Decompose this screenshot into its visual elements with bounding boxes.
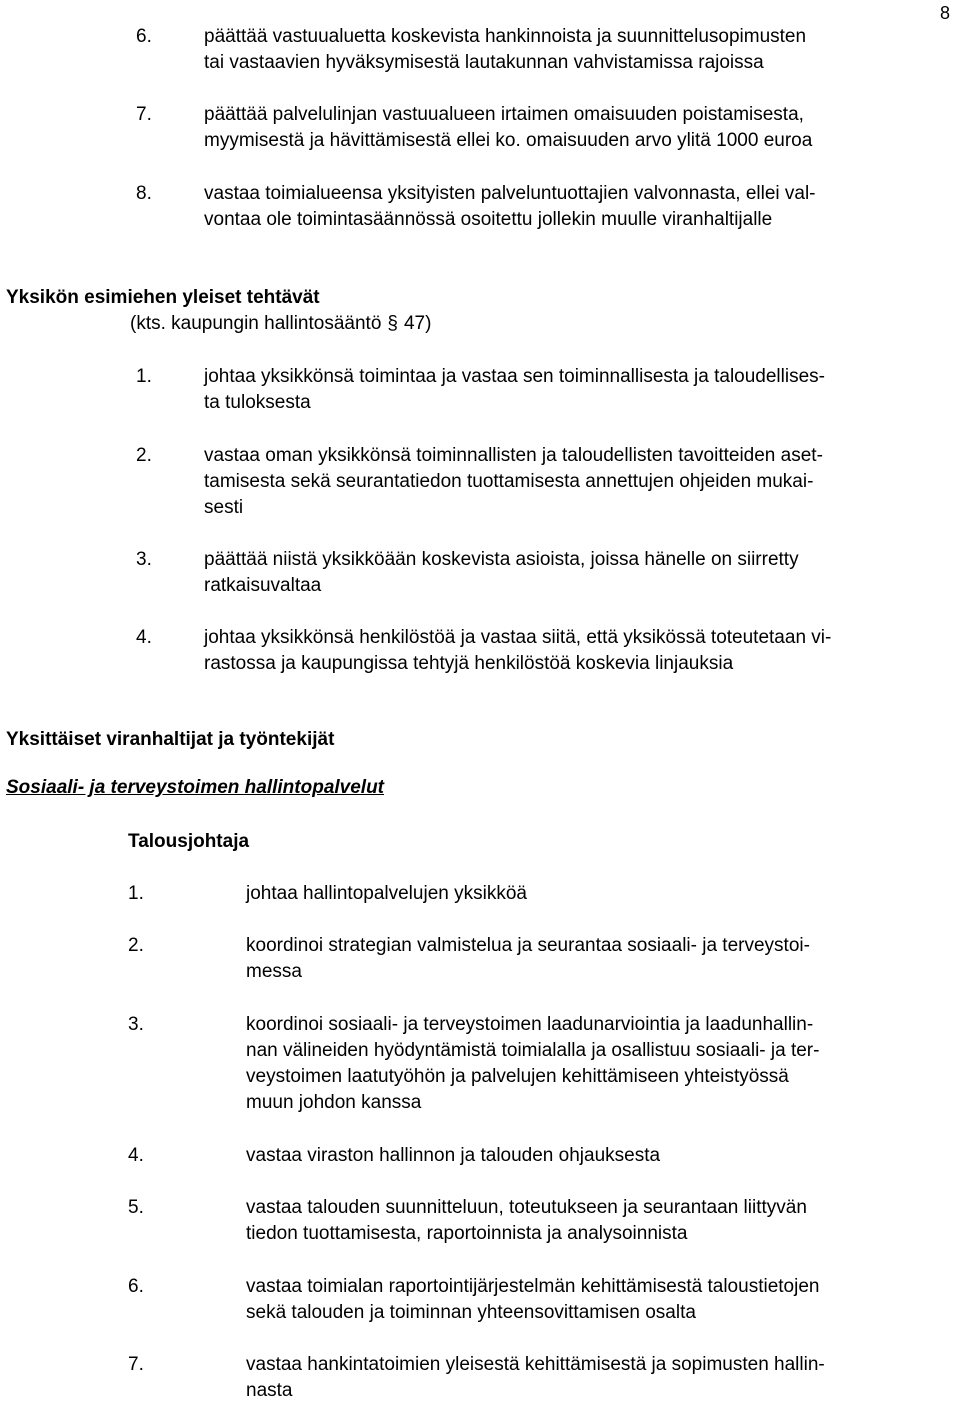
list-item-text: johtaa yksikkönsä toimintaa ja vastaa sen toiminnallisesta ja taloudellises- ta tuloksesta [204, 366, 825, 413]
list-item [128, 1352, 943, 1402]
list-item [128, 1195, 943, 1247]
list-item-text: päättää palvelulinjan vastuualueen irtaimen omaisuuden poistamisesta, myymisestä ja hävittämisestä ellei ko. omaisuuden arvo ylitä 1000 euroa [204, 104, 813, 151]
list-item [136, 102, 946, 154]
list-item [136, 24, 946, 76]
list-item-number: 2. [128, 935, 144, 956]
list-item-number: 3. [128, 1014, 144, 1035]
list-item [128, 881, 943, 907]
services-heading: Sosiaali- ja terveystoimen hallintopalvelut [6, 777, 385, 798]
list-item [136, 364, 946, 416]
list-item-number: 7. [136, 104, 152, 125]
role-title: Talousjohtaja [128, 831, 250, 852]
list-item-text: johtaa hallintopalvelujen yksikköä [246, 883, 527, 904]
list-item-number: 3. [136, 549, 152, 570]
list-item-text: vastaa oman yksikkönsä toiminnallisten ja taloudellisten tavoitteiden aset- tamisesta sekä seurantatiedon tuottamisesta annettujen ohjeiden mukai- sesti [204, 445, 823, 518]
list-item-number: 6. [136, 26, 152, 47]
list-item-text: vastaa viraston hallinnon ja talouden ohjauksesta [246, 1145, 661, 1166]
list-item-number: 4. [128, 1145, 144, 1166]
list-item-text: vastaa talouden suunnitteluun, toteutukseen ja seurantaan liittyvän tiedon tuottamisesta, raportoinnista ja analysoinnista [246, 1197, 807, 1244]
unit-note-suffix: 47) [403, 313, 432, 334]
list-item-text: vastaa toimialan raportointijärjestelmän kehittämisestä taloustietojen sekä talouden ja toiminnan yhteensovittamisen osalta [246, 1276, 820, 1323]
list-item-text: vastaa hankintatoimien yleisestä kehittämisestä ja sopimusten hallin- nasta [246, 1354, 825, 1401]
list-item-text: päättää vastuualuetta koskevista hankinnoista ja suunnittelusopimusten tai vastaavien hyväksymisestä lautakunnan vahvistamissa rajoissa [204, 26, 807, 73]
unit-note [130, 311, 431, 337]
list-item [128, 933, 943, 985]
list-item-number: 7. [128, 1354, 144, 1375]
list-item-text: koordinoi strategian valmistelua ja seurantaa sosiaali- ja terveystoi- messa [246, 935, 810, 982]
list-item-number: 4. [136, 627, 152, 648]
unit-heading: Yksikön esimiehen yleiset tehtävät [6, 287, 320, 308]
list-item-number: 8. [136, 183, 152, 204]
officials-heading: Yksittäiset viranhaltijat ja työntekijät [6, 729, 335, 750]
list-item-number: 1. [136, 366, 152, 387]
list-item [136, 443, 946, 521]
list-item [136, 625, 946, 677]
list-item-number: 5. [128, 1197, 144, 1218]
list-item-text: vastaa toimialueensa yksityisten palveluntuottajien valvonnasta, ellei val- vontaa ole toimintasäännössä osoitettu jollekin muulle viranhaltijalle [204, 183, 816, 230]
page-number: 8 [940, 3, 951, 23]
list-item-text: koordinoi sosiaali- ja terveystoimen laadunarviointia ja laadunhallin- nan välineiden hyödyntämistä toimialalla ja osallistuu sosiaali- ja ter- veystoimen laatutyöhön ja palvelujen kehittämiseen yhteistyössä muun johdon kanssa [246, 1014, 820, 1113]
unit-note-prefix: (kts. kaupungin hallintosääntö [130, 313, 382, 334]
section-symbol: § [387, 313, 398, 334]
list-item [128, 1012, 943, 1116]
list-item [136, 181, 946, 233]
list-item [128, 1274, 943, 1326]
list-item [128, 1143, 943, 1169]
list-item [136, 547, 946, 599]
list-item-number: 2. [136, 445, 152, 466]
list-item-text: päättää niistä yksikköään koskevista asioista, joissa hänelle on siirretty ratkaisuvaltaa [204, 549, 799, 596]
list-item-text: johtaa yksikkönsä henkilöstöä ja vastaa siitä, että yksikössä toteutetaan vi- rastossa ja kaupungissa tehtyjä henkilöstöä koskevia linjauksia [204, 627, 832, 674]
list-item-number: 6. [128, 1276, 144, 1297]
list-item-number: 1. [128, 883, 144, 904]
